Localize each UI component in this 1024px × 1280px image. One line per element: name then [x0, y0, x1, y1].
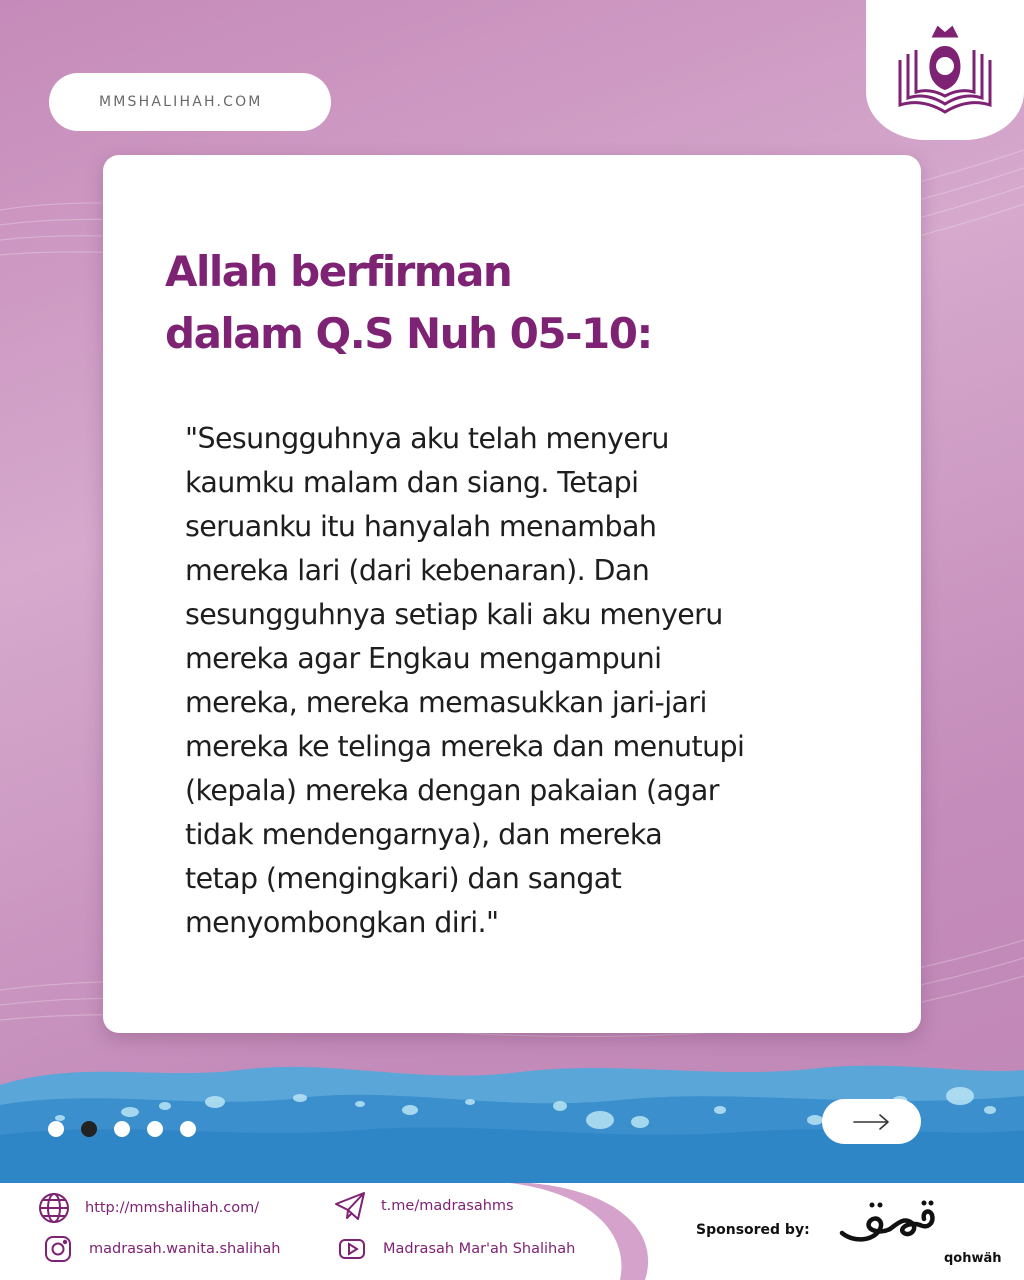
qohwah-calligraphy-logo — [834, 1193, 944, 1253]
globe-icon — [37, 1191, 71, 1225]
next-slide-button[interactable] — [822, 1099, 921, 1144]
madrasah-logo-icon — [890, 20, 1000, 120]
footer-website-text: http://mmshalihah.com/ — [85, 1200, 260, 1216]
carousel-dot-active[interactable] — [81, 1121, 97, 1137]
arrow-right-icon — [852, 1112, 892, 1132]
footer-instagram-text: madrasah.wanita.shalihah — [89, 1241, 281, 1257]
footer-telegram-link[interactable] — [333, 1189, 514, 1223]
quote-line: sesungguhnya setiap kali aku menyeru — [185, 598, 723, 631]
website-pill[interactable] — [49, 73, 331, 131]
quote-line: mereka lari (dari kebenaran). Dan — [185, 554, 650, 587]
quote-line: seruanku itu hanyalah menambah — [185, 510, 657, 543]
quote-line: kaumku malam dan siang. Tetapi — [185, 466, 639, 499]
sponsor-logo — [834, 1193, 1002, 1273]
quote-line: mereka agar Engkau mengampuni — [185, 642, 662, 675]
sponsor-label: Sponsored by: — [696, 1222, 810, 1238]
quote-line: mereka, mereka memasukkan jari-jari — [185, 686, 707, 719]
youtube-icon — [335, 1232, 369, 1266]
carousel-dots — [48, 1121, 196, 1137]
carousel-dot[interactable] — [147, 1121, 163, 1137]
quote-line: menyombongkan diri." — [185, 906, 499, 939]
footer-youtube-link[interactable] — [335, 1232, 575, 1266]
quote-line: (kepala) mereka dengan pakaian (agar — [185, 774, 719, 807]
quran-quote — [185, 417, 885, 945]
quote-line: mereka ke telinga mereka dan menutupi — [185, 730, 745, 763]
footer-telegram-text: t.me/madrasahms — [381, 1198, 514, 1214]
footer — [0, 1183, 1024, 1280]
quote-line: tidak mendengarnya), dan mereka — [185, 818, 663, 851]
carousel-dot[interactable] — [114, 1121, 130, 1137]
footer-instagram-link[interactable] — [41, 1232, 280, 1266]
footer-website-link[interactable] — [37, 1191, 259, 1225]
footer-youtube-text: Madrasah Mar'ah Shalihah — [383, 1241, 576, 1257]
instagram-icon — [41, 1232, 75, 1266]
brand-logo-tab — [866, 0, 1024, 140]
quote-line: "Sesungguhnya aku telah menyeru — [185, 422, 669, 455]
sponsor-name: qohwäh — [944, 1251, 1002, 1266]
card-title-line-2: dalam Q.S Nuh 05-10: — [165, 309, 652, 358]
quote-line: tetap (mengingkari) dan sangat — [185, 862, 622, 895]
card-title-line-1: Allah berfirman — [165, 247, 512, 296]
carousel-dot[interactable] — [48, 1121, 64, 1137]
website-label: MMSHALIHAH.COM — [99, 94, 263, 110]
card-title — [165, 241, 865, 365]
carousel-dot[interactable] — [180, 1121, 196, 1137]
telegram-icon — [333, 1189, 367, 1223]
content-card — [103, 155, 921, 1033]
